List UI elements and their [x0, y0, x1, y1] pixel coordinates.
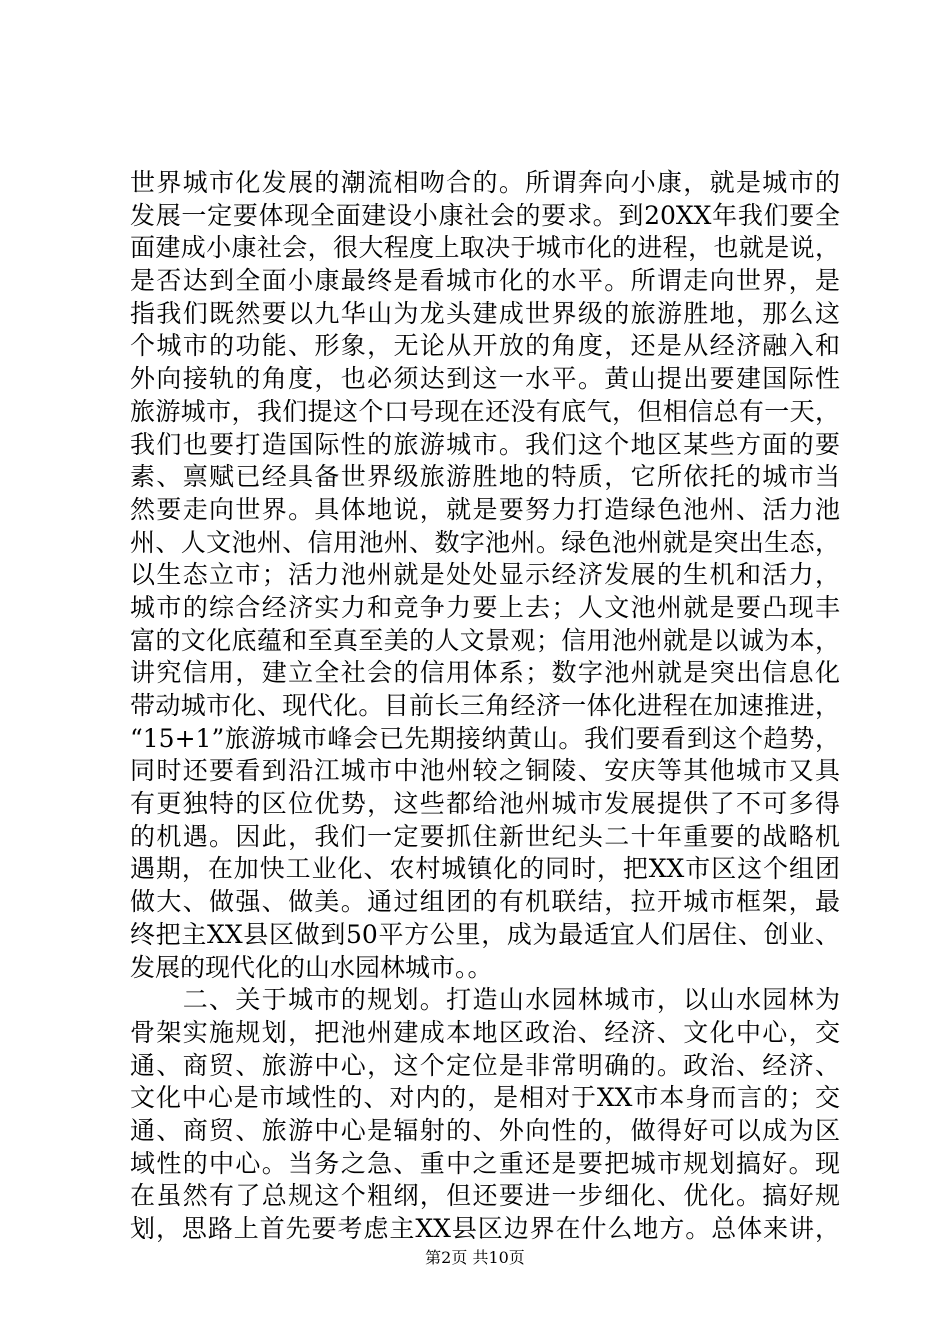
text-line: “15+1”旅游城市峰会已先期接纳黄山。我们要看到这个趋势，	[130, 723, 840, 753]
text-line: 二、关于城市的规划。打造山水园林城市，以山水园林为	[130, 985, 840, 1015]
text-line: 带动城市化、现代化。目前长三角经济一体化进程在加速推进，	[130, 691, 840, 720]
text-line: 划，思路上首先要考虑主XX县区边界在什么地方。总体来讲，	[130, 1214, 840, 1243]
text-line: 通、商贸、旅游中心，这个定位是非常明确的。政治、经济、	[130, 1050, 840, 1080]
text-line: 遇期，在加快工业化、农村城镇化的同时，把XX市区这个组团	[130, 854, 840, 884]
text-line: 外向接轨的角度，也必须达到这一水平。黄山提出要建国际性	[130, 364, 840, 394]
text-line: 做大、做强、做美。通过组团的有机联结，拉开城市框架，最	[130, 887, 840, 917]
text-line: 旅游城市，我们提这个口号现在还没有底气，但相信总有一天，	[130, 396, 840, 426]
text-line: 州、人文池州、信用池州、数字池州。绿色池州就是突出生态，	[130, 527, 840, 557]
text-line: 的机遇。因此，我们一定要抓住新世纪头二十年重要的战略机	[130, 821, 840, 851]
text-line: 世界城市化发展的潮流相吻合的。所谓奔向小康，就是城市的	[130, 168, 840, 197]
text-line: 域性的中心。当务之急、重中之重还是要把城市规划搞好。现	[130, 1148, 840, 1178]
text-line: 是否达到全面小康最终是看城市化的水平。所谓走向世界，是	[130, 266, 840, 296]
text-line: 我们也要打造国际性的旅游城市。我们这个地区某些方面的要	[130, 429, 840, 459]
text-line: 在虽然有了总规这个粗纲，但还要进一步细化、优化。搞好规	[130, 1181, 840, 1211]
text-line: 同时还要看到沿江城市中池州较之铜陵、安庆等其他城市又具	[130, 756, 840, 786]
text-line: 文化中心是市域性的、对内的，是相对于XX市本身而言的；交	[130, 1083, 840, 1113]
text-line: 指我们既然要以九华山为龙头建成世界级的旅游胜地，那么这	[130, 298, 840, 328]
text-line: 以生态立市；活力池州就是处处显示经济发展的生机和活力，	[130, 560, 840, 590]
text-line: 发展的现代化的山水园林城市。。	[130, 952, 493, 982]
page-footer: 第2页 共10页	[425, 1248, 525, 1267]
text-line: 终把主XX县区做到50平方公里，成为最适宜人们居住、创业、	[130, 919, 840, 949]
text-line: 通、商贸、旅游中心是辐射的、外向性的，做得好可以成为区	[130, 1115, 840, 1145]
text-line: 城市的综合经济实力和竞争力要上去；人文池州就是要凸现丰	[130, 592, 840, 622]
text-line: 然要走向世界。具体地说，就是要努力打造绿色池州、活力池	[130, 494, 840, 524]
text-line: 有更独特的区位优势，这些都给池州城市发展提供了不可多得	[130, 789, 840, 819]
text-line: 讲究信用，建立全社会的信用体系；数字池州就是突出信息化	[130, 658, 840, 688]
text-line: 个城市的功能、形象，无论从开放的角度，还是从经济融入和	[130, 331, 840, 361]
body-text	[130, 167, 840, 1246]
text-line: 发展一定要体现全面建设小康社会的要求。到20XX年我们要全	[130, 200, 840, 230]
text-line: 富的文化底蕴和至真至美的人文景观；信用池州就是以诚为本，	[130, 625, 840, 655]
text-line: 面建成小康社会，很大程度上取决于城市化的进程，也就是说，	[130, 233, 840, 263]
text-line: 骨架实施规划，把池州建成本地区政治、经济、文化中心，交	[130, 1017, 840, 1047]
text-line: 素、禀赋已经具备世界级旅游胜地的特质，它所依托的城市当	[130, 462, 840, 492]
